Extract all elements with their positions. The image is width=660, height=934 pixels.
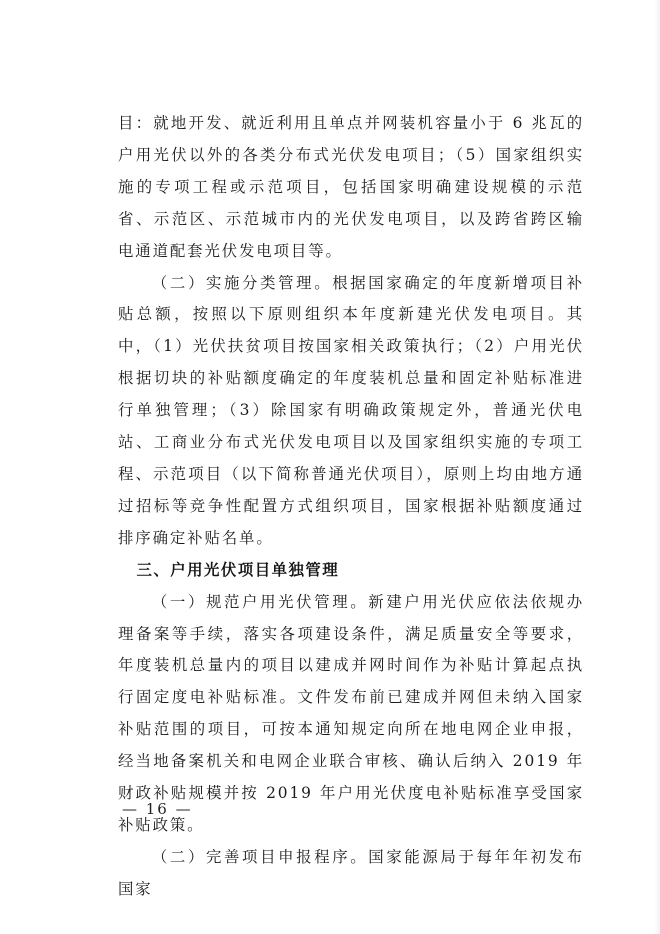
- page-number: — 16 —: [122, 800, 193, 818]
- paragraph-continued: 目：就地开发、就近利用且单点并网装机容量小于 6 兆瓦的户用光伏以外的各类分布式光伏发电项目；（5）国家组织实施的专项工程或示范项目，包括国家明确建设规模的示范省、示范区、示范城市内的光伏发电项目，以及跨省跨区输电通道配套光伏发电项目等。: [118, 114, 584, 260]
- paragraph-classification: （二）实施分类管理。根据国家确定的年度新增项目补贴总额，按照以下原则组织本年度新建光伏发电项目。其中，（1）光伏扶贫项目按国家相关政策执行；（2）户用光伏根据切块的补贴额度确定的年度装机总量和固定补贴标准进行单独管理；（3）除国家有明确政策规定外，普通光伏电站、工商业分布式光伏发电项目以及国家组织实施的专项工程、示范项目（以下简称普通光伏项目），原则上均由地方通过招标等竞争性配置方式组织项目，国家根据补贴额度通过排序确定补贴名单。: [118, 273, 584, 547]
- page-edge-shadow: [654, 0, 660, 934]
- body-text: [118, 108, 584, 906]
- paragraph-household-pv: （一）规范户用光伏管理。新建户用光伏应依法依规办理备案等手续，落实各项建设条件，满足质量安全等要求，年度装机总量内的项目以建成并网时间作为补贴计算起点执行固定度电补贴标准。文件发布前已建成并网但未纳入国家补贴范围的项目，可按本通知规定向所在地电网企业申报，经当地备案机关和电网企业联合审核、确认后纳入 2019 年财政补贴规模并按 2019 年户用光伏度电补贴标准享受国家补贴政策。: [118, 592, 584, 834]
- section-heading: 三、户用光伏项目单独管理: [136, 560, 340, 579]
- paragraph-application-procedure: （二）完善项目申报程序。国家能源局于每年年初发布国家: [118, 847, 584, 898]
